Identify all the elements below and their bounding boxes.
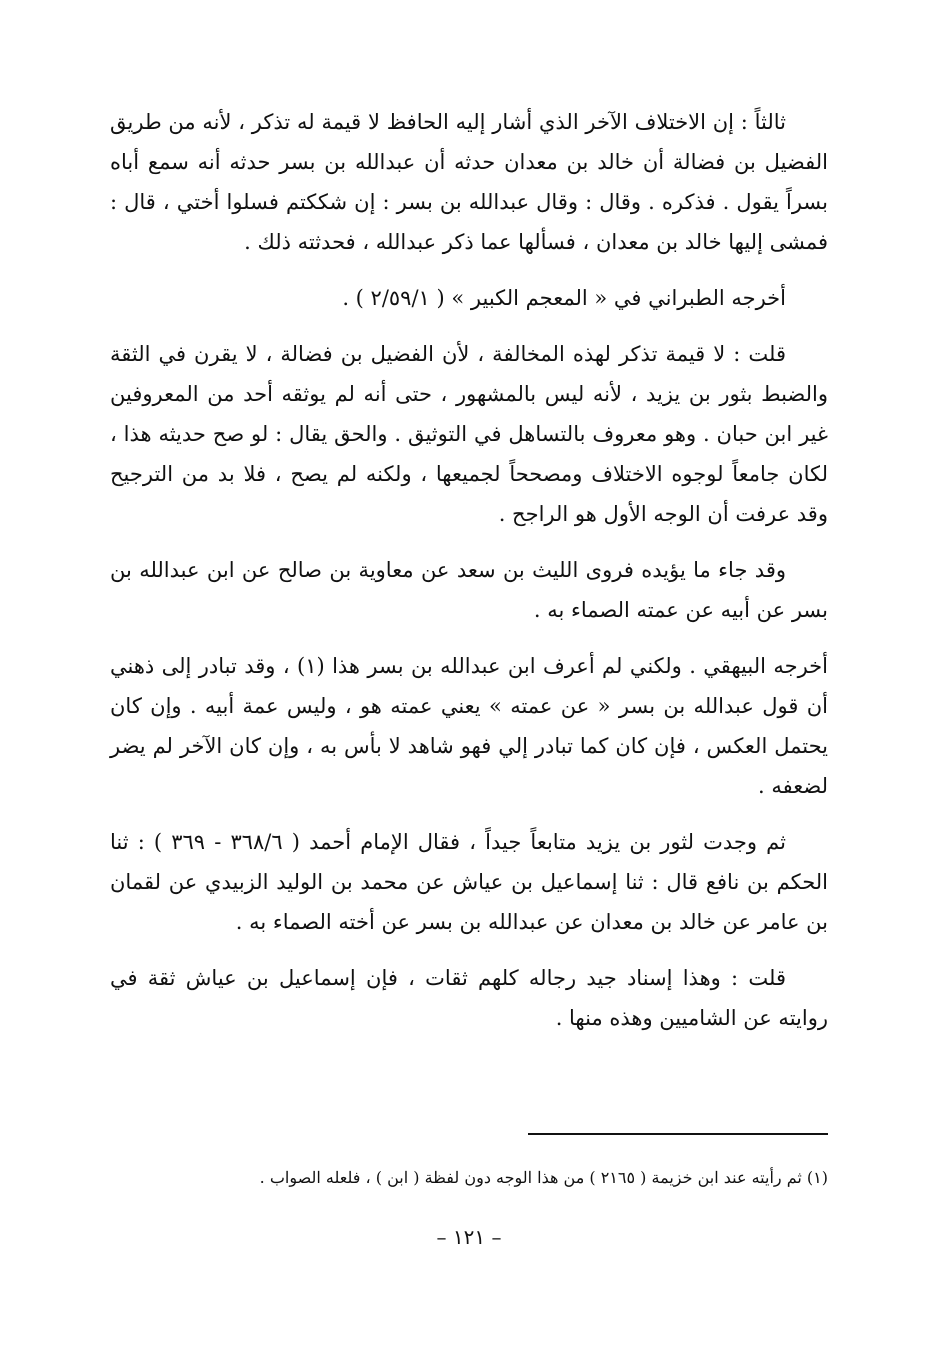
paragraph-fudayl-discussion: قلت : لا قيمة تذكر لهذه المخالفة ، لأن الفضيل بن فضالة ، لا يقرن في الثقة والضبط بثور بن يزيد ، لأنه ليس بالمشهور ، حتى أنه لم يوثقه أحد من المعروفين غير ابن حبان . وهو معروف بالتساهل في التوثيق . والحق يقال : لو صح حديثه هذا ، لكان جامعاً لوجوه الاختلاف ومصححاً لجميعها ، ولكنه لم يصح ، فلا بد من الترجيح وقد عرفت أن الوجه الأول هو الراجح . — [110, 342, 828, 526]
paragraph-isnad-grading: قلت : وهذا إسناد جيد رجاله كلهم ثقات ، فإن إسماعيل بن عياش ثقة في روايته عن الشاميين وهذه منها . — [110, 966, 828, 1030]
paragraph-tabarani-citation: أخرجه الطبراني في « المعجم الكبير » ( ٢/٥٩/١ ) . — [342, 286, 786, 310]
paragraph-thirdly: ثالثاً : إن الاختلاف الآخر الذي أشار إليه الحافظ لا قيمة له تذكر ، لأنه من طريق الفضيل بن فضالة أن خالد بن معدان حدثه أن عبدالله بن بسر حدثه أنه سمع أباه بسراً يقول . فذكره . وقال : وقال عبدالله بن بسر : إن شككتم فسلوا أختي ، قال : فمشى إليها خالد بن معدان ، فسألها عما ذكر عبدالله ، فحدثته ذلك . — [110, 110, 828, 254]
paragraph-layth-support: وقد جاء ما يؤيده فروى الليث بن سعد عن معاوية بن صالح عن ابن عبدالله بن بسر عن أبيه عن عمته الصماء به . — [110, 558, 828, 622]
body-text — [110, 102, 828, 1054]
footnote-divider — [528, 1133, 828, 1135]
footnote-1: (١) ثم رأيته عند ابن خزيمة ( ٢١٦٥ ) من هذا الوجه دون لفظة ( ابن ) ، فلعله الصواب . — [259, 1168, 828, 1187]
paragraph-bayhaqi: أخرجه البيهقي . ولكني لم أعرف ابن عبدالله بن بسر هذا (١) ، وقد تبادر إلى ذهني أن قول عبدالله بن بسر « عن عمته » يعني عمته هو ، وليس عمة أبيه . وإن كان يحتمل العكس ، فإن كان كما تبادر إلي فهو شاهد لا بأس به ، وإن كان الآخر لم يضر لضعفه . — [110, 654, 828, 798]
page-number: – ١٢١ – — [436, 1225, 502, 1249]
paragraph-ahmad-mutaba: ثم وجدت لثور بن يزيد متابعاً جيداً ، فقال الإمام أحمد ( ٣٦٨/٦ - ٣٦٩ ) : ثنا الحكم بن نافع قال : ثنا إسماعيل بن عياش عن محمد بن الوليد الزبيدي عن لقمان بن عامر عن خالد بن معدان عن عبدالله بن بسر عن أخته الصماء به . — [110, 830, 828, 934]
